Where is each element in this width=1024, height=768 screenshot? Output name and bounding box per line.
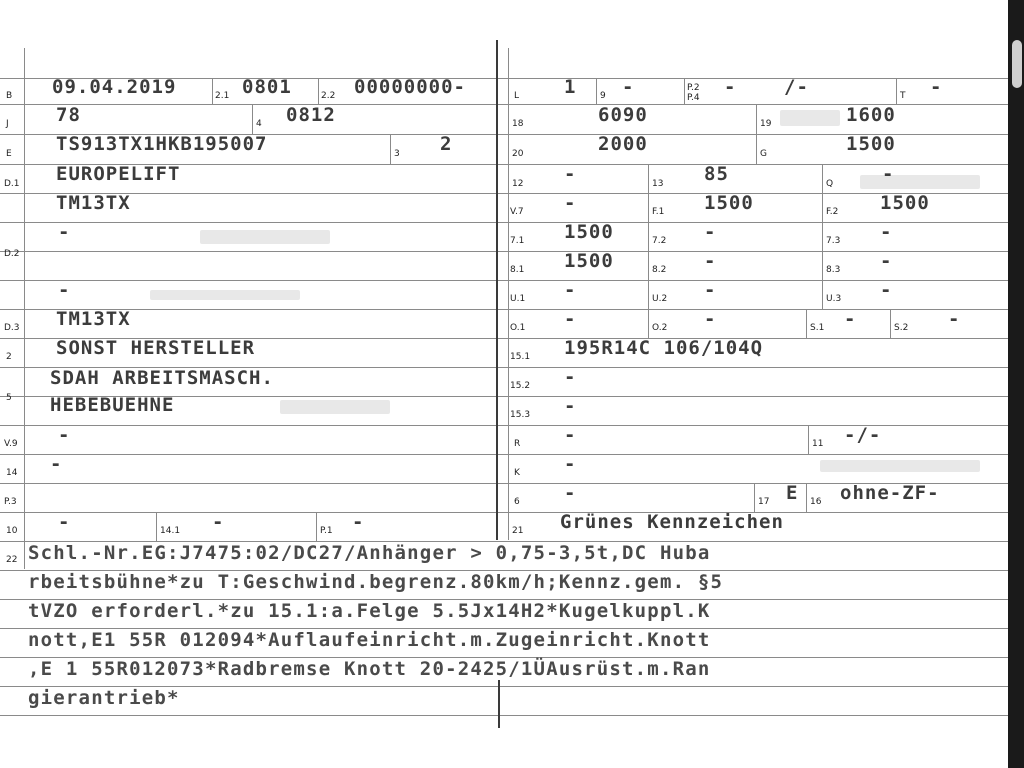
field-b-date: 09.04.2019 <box>52 76 177 98</box>
field-label: O.2 <box>652 323 668 333</box>
subfield-line <box>754 483 755 512</box>
field-label: D.3 <box>4 323 20 333</box>
field-label: 16 <box>810 497 822 507</box>
field-l-axles: 1 <box>564 76 577 98</box>
row-line <box>0 512 1008 513</box>
field-u1-value: - <box>564 279 577 301</box>
field-label: P.3 <box>4 497 17 507</box>
center-divider <box>496 40 498 540</box>
remarks-line: ,E 1 55R012073*Radbremse Knott 20-2425/1ÜAusrüst.m.Ran <box>28 658 711 680</box>
field-label: U.1 <box>510 294 526 304</box>
remarks-line: tVZO erforderl.*zu 15.1:a.Felge 5.5Jx14H2*Kugelkuppl.K <box>28 600 711 622</box>
field-label: 15.2 <box>510 381 531 391</box>
scrollbar-thumb[interactable] <box>1012 40 1022 88</box>
field-label: 18 <box>512 119 524 129</box>
field-label: Q <box>826 179 834 189</box>
remarks-field-22 <box>28 539 988 713</box>
field-k-value: - <box>564 453 577 475</box>
field-14-1-value: - <box>212 511 225 533</box>
field-label: 12 <box>512 179 524 189</box>
field-label: 5 <box>6 393 12 403</box>
row-line <box>0 309 1008 310</box>
field-16-value: ohne-ZF- <box>840 482 940 504</box>
field-18-length: 6090 <box>598 104 648 126</box>
field-label: 8.2 <box>652 265 667 275</box>
subfield-line <box>156 512 157 541</box>
field-17-value: E <box>786 482 799 504</box>
field-label: J <box>6 119 9 129</box>
field-label: L <box>514 91 520 101</box>
field-7-2-value: - <box>704 221 717 243</box>
field-label: V.9 <box>4 439 18 449</box>
field-r-value: - <box>564 424 577 446</box>
subfield-line <box>212 78 213 104</box>
field-label: B <box>6 91 13 101</box>
field-label: U.2 <box>652 294 668 304</box>
subfield-line <box>756 104 757 164</box>
field-label: 14 <box>6 468 18 478</box>
scan-noise <box>820 460 980 472</box>
field-label: 2.1 <box>215 91 230 101</box>
field-d1-make: EUROPELIFT <box>56 163 181 185</box>
field-d2-type: TM13TX <box>56 192 131 214</box>
field-label: 19 <box>760 119 772 129</box>
field-12-value: - <box>564 163 577 185</box>
field-label: D.2 <box>4 249 20 259</box>
field-label: 9 <box>600 91 606 101</box>
field-o2-value: - <box>704 308 717 330</box>
field-s1-value: - <box>844 308 857 330</box>
field-6-value: - <box>564 482 577 504</box>
field-11-value: -/- <box>844 424 882 446</box>
field-label: R <box>514 439 521 449</box>
field-label: T <box>900 91 906 101</box>
label-column-line <box>24 48 25 569</box>
field-label: P.2 <box>687 83 700 93</box>
subfield-line <box>808 425 809 454</box>
field-label: 14.1 <box>160 526 181 536</box>
subfield-line <box>684 78 685 104</box>
field-2-1-value: 0801 <box>242 76 292 98</box>
remarks-line: gierantrieb* <box>28 687 180 709</box>
field-21-plate: Grünes Kennzeichen <box>560 511 784 533</box>
field-g-mass: 1500 <box>846 133 896 155</box>
field-8-1-axle: 1500 <box>564 250 614 272</box>
field-label: 8.3 <box>826 265 841 275</box>
field-7-3-value: - <box>880 221 893 243</box>
field-d2-variant: - <box>58 221 71 243</box>
subfield-line <box>890 309 891 338</box>
field-label: 13 <box>652 179 664 189</box>
field-15-3-value: - <box>564 395 577 417</box>
field-label: 8.1 <box>510 265 525 275</box>
field-label: E <box>6 149 12 159</box>
subfield-line <box>896 78 897 104</box>
field-u2-value: - <box>704 279 717 301</box>
field-8-2-value: - <box>704 250 717 272</box>
row-line <box>0 222 1008 223</box>
field-20-height: 2000 <box>598 133 648 155</box>
field-15-2-value: - <box>564 366 577 388</box>
field-15-1-tyres: 195R14C 106/104Q <box>564 337 764 359</box>
subfield-line <box>806 483 807 512</box>
scan-noise <box>200 230 330 244</box>
subfield-line <box>390 134 391 164</box>
row-line <box>0 715 1008 716</box>
field-7-1-axle: 1500 <box>564 221 614 243</box>
field-label: 10 <box>6 526 18 536</box>
field-d3-name: TM13TX <box>56 308 131 330</box>
field-4-value: 0812 <box>286 104 336 126</box>
field-label: 4 <box>256 119 262 129</box>
field-s2-value: - <box>948 308 961 330</box>
field-label: 15.1 <box>510 352 531 362</box>
remarks-line: rbeitsbühne*zu T:Geschwind.begrenz.80km/h;Kennz.gem. §5 <box>28 571 724 593</box>
field-v9-value: - <box>58 424 71 446</box>
field-label: 20 <box>512 149 524 159</box>
field-j-value: 78 <box>56 104 81 126</box>
field-label: 21 <box>512 526 524 536</box>
remarks-line: Schl.-Nr.EG:J7475:02/DC27/Anhänger > 0,75-3,5t,DC Huba <box>28 542 711 564</box>
field-u3-value: - <box>880 279 893 301</box>
subfield-line <box>822 164 823 309</box>
field-label: 7.1 <box>510 236 525 246</box>
field-5-class: SDAH ARBEITSMASCH. <box>50 367 274 389</box>
field-5-body: HEBEBUEHNE <box>50 394 175 416</box>
field-3-value: 2 <box>440 133 453 155</box>
field-label: 6 <box>514 497 520 507</box>
scan-noise <box>780 110 840 126</box>
field-label: P.1 <box>320 526 333 536</box>
scan-noise <box>150 290 300 300</box>
field-label: 2 <box>6 352 12 362</box>
field-label: G <box>760 149 767 159</box>
subfield-line <box>806 309 807 338</box>
field-13-value: 85 <box>704 163 729 185</box>
scan-noise <box>280 400 390 414</box>
field-label: 2.2 <box>321 91 336 101</box>
field-10-value: - <box>58 511 71 533</box>
label-column-line <box>508 48 509 540</box>
field-9-value: - <box>622 76 635 98</box>
row-line <box>0 280 1008 281</box>
field-label: U.3 <box>826 294 842 304</box>
field-e-vin: TS913TX1HKB195007 <box>56 133 268 155</box>
field-label: 17 <box>758 497 770 507</box>
field-label: F.2 <box>826 207 839 217</box>
subfield-line <box>316 512 317 541</box>
field-2-2-value: 00000000- <box>354 76 466 98</box>
subfield-line <box>318 78 319 104</box>
field-2-manufacturer: SONST HERSTELLER <box>56 337 256 359</box>
field-8-3-value: - <box>880 250 893 272</box>
field-label: S.2 <box>894 323 909 333</box>
scrollbar-track[interactable] <box>1008 0 1024 768</box>
row-line <box>0 251 1008 252</box>
field-p2-value: - <box>724 76 737 98</box>
field-label: O.1 <box>510 323 526 333</box>
remarks-line: nott,E1 55R 012094*Auflaufeinricht.m.Zugeinricht.Knott <box>28 629 711 651</box>
field-label: S.1 <box>810 323 825 333</box>
field-p1-value: - <box>352 511 365 533</box>
field-label: V.7 <box>510 207 524 217</box>
row-line <box>0 454 1008 455</box>
row-line <box>0 193 1008 194</box>
field-v7-value: - <box>564 192 577 214</box>
field-o1-value: - <box>564 308 577 330</box>
subfield-line <box>648 164 649 338</box>
field-label: 22 <box>6 555 18 565</box>
field-label: 11 <box>812 439 824 449</box>
field-q-value: - <box>882 163 895 185</box>
field-t-value: - <box>930 76 943 98</box>
field-19-width: 1600 <box>846 104 896 126</box>
subfield-line <box>596 78 597 104</box>
field-f2-mass: 1500 <box>880 192 930 214</box>
scan-noise <box>860 175 980 189</box>
subfield-line <box>252 104 253 134</box>
field-label: D.1 <box>4 179 20 189</box>
field-label: 7.3 <box>826 236 841 246</box>
field-label: 7.2 <box>652 236 667 246</box>
field-f1-mass: 1500 <box>704 192 754 214</box>
field-14-value: - <box>50 453 63 475</box>
field-label: 15.3 <box>510 410 531 420</box>
field-p4-value: /- <box>784 76 809 98</box>
field-label: F.1 <box>652 207 665 217</box>
field-label: P.4 <box>687 93 700 103</box>
field-label: K <box>514 468 520 478</box>
field-label: 3 <box>394 149 400 159</box>
field-d2-version: - <box>58 279 71 301</box>
